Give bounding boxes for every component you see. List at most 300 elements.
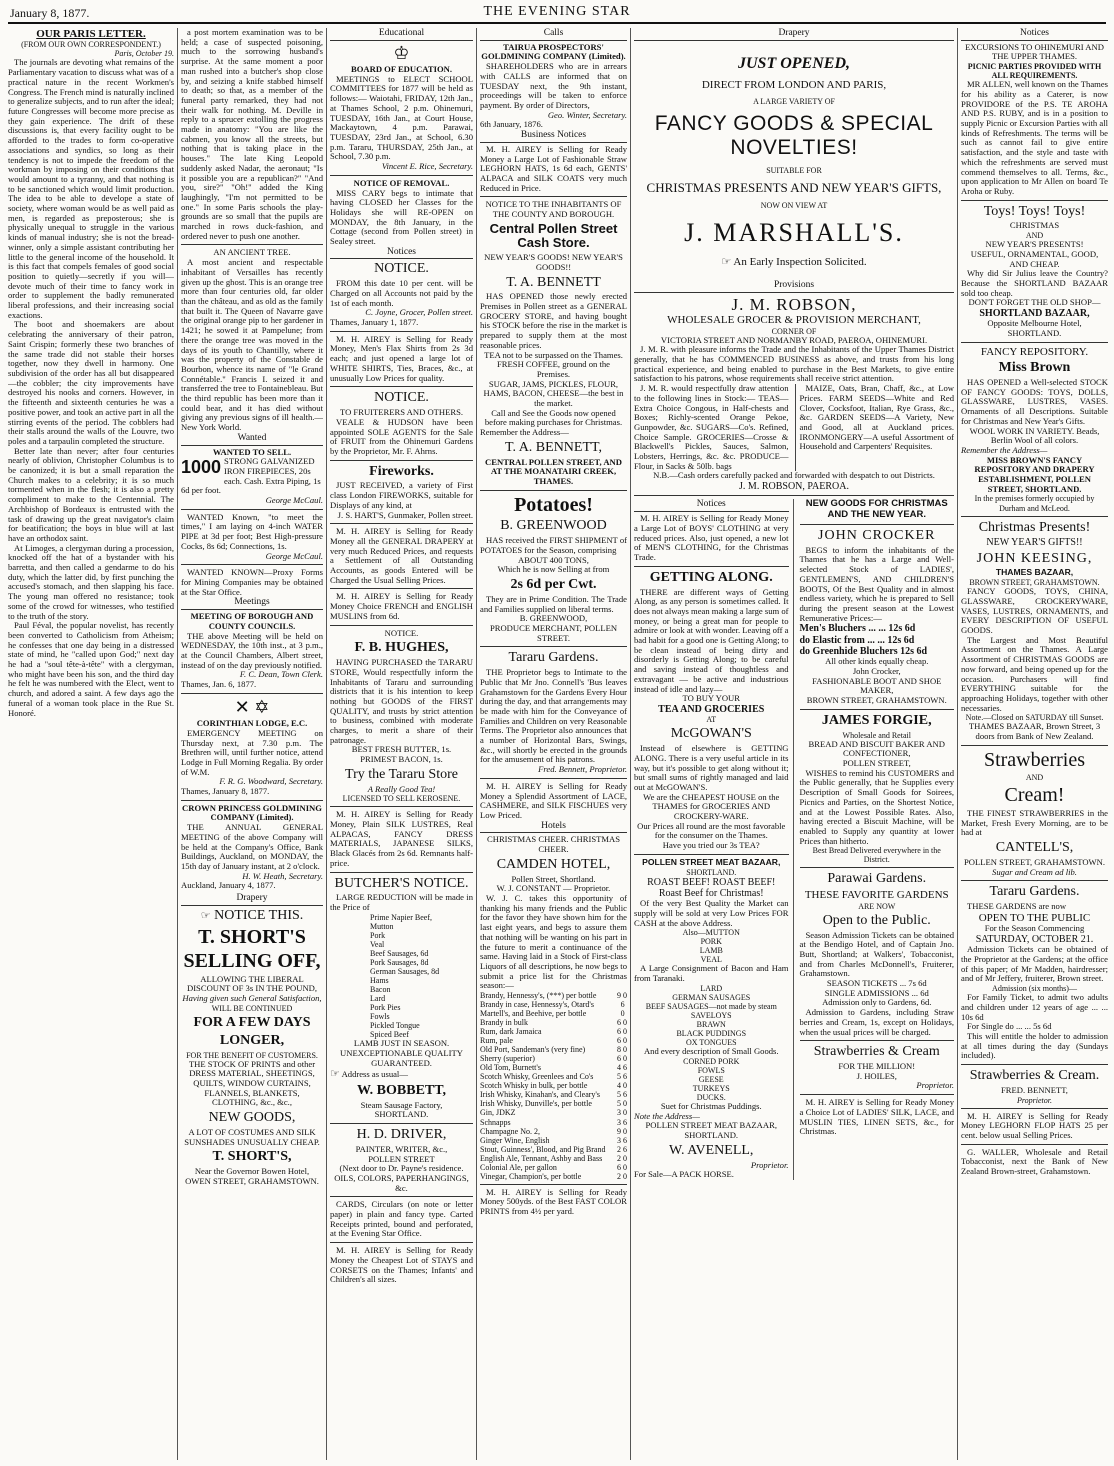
pointing-hand-icon: ☞ [330,1068,340,1081]
ad-title: NOTICE. [374,261,429,277]
ad-headline: Central Pollen Street Cash Store. [489,220,618,251]
ad-address: BROWN STREET, GRAHAMSTOWN. [806,695,947,706]
ad-line: A LOT OF COSTUMES AND SILK SUNSHADES UNUSUALLY CHEAP. [184,1126,320,1147]
ad-name: JOHN KEESING, [976,550,1093,566]
ad-airey: M. H. AIREY is Selling for Ready Money LEGHORN FLOP HATS 25 per cent. below usual Selling Prices. [961,1110,1108,1140]
ad-text: THE Proprietor begs to Intimate to the Public that Mr Jno. Connell's 'Bus leaves Grahamstown for the Gardens Every Hour during the day, and that arrangements may be made with him for the Conveyance of Families and Children on very Reasonable Terms. The Proprietor also announces that a number of Horizontal Bars, Swings, &c., will shortly be erected in the grounds for the amusement of his patrons. [480,667,627,765]
ad-text: SHAREHOLDERS who are in arrears with CALLS are informed that on TUESDAY next, the 9th instant, proceedings will be taken to enforce payment. By order of Directors, [480,61,627,110]
ad-signature: Proprietor. [916,1080,954,1091]
ad-line: NEW YEAR'S PRESENTS! [985,239,1084,250]
ad-line: CHRISTMAS PRESENTS AND NEW YEAR'S GIFTS, [646,179,942,195]
ad-airey: M. H. AIREY is Selling for Ready Money the Cheapest Lot of STAYS and CORSETS on the Thames; Infants' and Children's all sizes. [330,1245,473,1285]
list-item: GEESE [698,1074,724,1084]
ad-line: WILL BE CONTINUED [211,1003,293,1013]
ad-headline: JUST OPENED, [737,54,850,72]
item-name: Rum, dark Jamaica [480,1027,542,1037]
section-heading-hotels: Hotels [480,821,627,834]
ad-line: ARE NOW [858,901,896,911]
item-price: 9 0 [617,1126,627,1136]
ad-line: WHOLESALE GROCER & PROVISION MERCHANT, [667,314,921,327]
ad-line: Steam Sausage Factory, [360,1099,443,1110]
table-row [480,1027,627,1036]
ad-headline: Strawberries & Cream. [969,1068,1100,1084]
ad-text: Season Admission Tickets can be obtained at the Bendigo Hotel, and of Captain Jno. Butt, Shortland; at Walkers', Tobacconist, and from Charles McDonnell's, Fruiterer, Grahamstown. [799,929,954,979]
list-item: Lard [370,994,386,1004]
item-name: English Ale, Tennant, Ashby and Bass [480,1153,603,1163]
ad-airey: M. H. AIREY is Selling for Ready Money a Choice Lot of LADIES' SILK, LACE, and MUSLIN TIES, LINEN SETS, &c., for Christmas. [799,1097,954,1137]
section-heading-notices: Notices [961,28,1108,41]
ad-line: DIRECT FROM LONDON AND PARIS, [701,78,887,91]
ad-text: MAIZE, Oats, Bran, Chaff, &c., at Low Prices. FARM SEEDS—White and Red Clover, Cocksfoot, Italian, Rye Grass, &c., &c. GARDEN SEEDS—A Variety, New and Good, all at Auckland prices. IRONMONGERY—A useful Assortment of Household and Carpenters' Requisites. [795,384,955,471]
ad-headline: Strawberries & Cream [813,1044,940,1060]
ad-line: CHRISTMAS CHEER. CHRISTMAS CHEER. [487,834,620,855]
ad-address: CENTRAL POLLEN STREET, AND AT THE MOANATAIRI CREEK, THAMES. [485,456,622,487]
divider [480,196,627,197]
divider [181,244,323,245]
list-item: DUCKS. [696,1092,726,1102]
divider [480,490,627,491]
price-list [480,991,627,1181]
divider [330,523,473,524]
ad-line: ALLOWING THE LIBERAL DISCOUNT OF 3s IN THE POUND, [186,973,318,994]
list-item: FOWLS [697,1065,725,1075]
item-price: 6 0 [617,1162,627,1172]
ad-date: Auckland, January 4, 1877. [181,880,276,891]
table-row [480,1063,627,1072]
divider [961,516,1108,517]
ad-signature: Geo. Winter, Secretary. [547,109,627,120]
ad-line: (Next door to Dr. Payne's residence. [339,1163,464,1174]
divider [961,880,1108,881]
list-item: Pork Pies [370,1003,401,1013]
table-row [480,1108,627,1117]
ad-line: NEW YEAR'S GOODS! NEW YEAR'S GOODS!! [484,252,623,272]
ad-line: All other kinds equally cheap. [825,656,929,667]
newspaper-title: THE EVENING STAR [483,4,631,19]
ad-text: MR ALLEN, well known on the Thames for his ability as a Caterer, is now PROVIDORE of the P.S. TE AROHA AND P.S. RUBY, and is in a position to supply Picnic or Excursion Parties with all kinds of Refreshments. The terms will be such as cannot fail to give entire satisfaction, and the style and taste with which the refreshments are served must commend themselves to all. Terms, &c., upon application to Mr Allen on board Te Aroha or Ruby. [961,79,1108,196]
divider [330,175,473,176]
ad-line: WOOL WORK IN VARIETY. Beads, Berlin Wool of all colors. [969,425,1100,446]
ad-text: This will entitle the holder to admission at all times during the day (Sundays included). [961,1030,1108,1061]
ad-line: POLLEN STREET [368,1153,435,1164]
divider [800,1094,955,1095]
ad-line: Open to the Public. [822,912,931,928]
ad-line: And every description of Small Goods. [643,1046,779,1057]
ad-line: LONGER, [219,1032,285,1048]
article-paragraph: The boot and shoemakers are about celebrating the anniversary of their patron, Saint Crispin; formerly these two branches of the same trade did not stable their horses together, now they dwell in harmony. One subdivision of the order has all but disappeared—the cobbler; the city improvements have destroyed his nooks and corners. However, in the fifteenth and sixteenth centuries he was a positive power, and took an active part in all the stirring events of the period. The cobblers had their stalls around the walls of the Louvre, two poles and a tarpaulin completed the structure. [8,319,174,446]
list-item: BLACK PUDDINGS [676,1028,747,1038]
divider [181,693,323,694]
item-price: 5 6 [617,1072,627,1082]
subcolumn-notices [634,499,794,1179]
ad-address: POLLEN STREET MEAT BAZAAR, SHORTLAND. [645,1120,777,1141]
table-row [480,1090,627,1099]
ad-signature: F. R. G. Woodward, Secretary. [219,776,323,787]
table-row [480,1127,627,1136]
section-heading-meetings: Meetings [181,597,323,610]
ad-line: Remember the Address— [480,427,569,438]
robson-stock-list [634,384,954,471]
list-item: SAVELOYS [690,1010,732,1020]
ad-line: Which he is now Selling at from [497,564,610,575]
item-name: Ginger Wine, English [480,1135,550,1145]
ad-text: WISHES to remind his CUSTOMERS and the Public generally, that he Supplies every Description of Small Goods for Soirees, Picnics and Parties, on the Shortest Notice, and at the Lowest Possible Rates. Also, having erected a Biscuit Machine, will be enabled to Supply any quantity at lower Prices than hitherto. [799,767,954,846]
ad-line: DON'T FORGET THE OLD SHOP— [968,297,1101,308]
masonic-emblem-icon: ✕ ✡ [234,696,270,717]
column-rule [326,28,327,1460]
ad-text: For Single do ... ... 5s 6d [967,1021,1052,1032]
ad-name: T. SHORT'S [198,925,306,948]
table-row [480,1081,627,1090]
divider [330,588,473,589]
item-price: 5 6 [617,1090,627,1100]
section-heading-provisions: Provisions [634,280,954,293]
ad-airey: M. H. AIREY is Selling for Ready Money a Splendid Assortment of LACE, CASHMERE, and SILK FISCHUES very Low Priced. [480,780,627,820]
ad-line: For the Season Commencing [984,923,1085,934]
ad-name: T. A. BENNETT, [504,439,603,455]
ad-price: do Elastic from ... ... 12s 6d [799,634,915,646]
ad-name: T. A. BENNETT [506,274,601,290]
section-heading-business: Business Notices [480,130,627,143]
ad-cards: CARDS, Circulars (on note or letter paper) in plain and fancy type. Carted Receipts printed, bound and perforated, at the Evening Star Office. [330,1199,473,1239]
divider [330,872,473,873]
ad-text: THERE are different ways of Getting Along, as any person is sometimes called. It does not always mean making a large sum of money, or being a great man for people to admire or look at with wonder. Leaving off a bad habit for a good one is Getting Along; to be clean instead of being dirty and disorderly is Getting Along; to be careful and saving instead of thoughtless and extravagant — be active and industrious instead of idle and lazy— [634,586,789,694]
pollen-items [634,928,789,964]
ad-address: Pollen Street, Shortland. [511,873,596,884]
item-name: Schnapps [480,1117,511,1127]
list-item: BEEF SAUSAGES—not made by steam [645,1001,777,1011]
ad-name: J. MARSHALL'S. [684,218,904,248]
ad-line: LICENSED TO SELL KEROSENE. [342,794,461,804]
pollen-items [634,984,789,1047]
column-paris-letter [8,28,174,1460]
ad-line: AT [706,715,717,725]
ad-line [634,256,954,268]
ad-name: J. HOILES, [856,1070,897,1081]
item-price: 6 0 [617,1027,627,1037]
item-price: 2 0 [617,1171,627,1181]
ad-signature: F. C. Dean, Town Clerk. [239,669,323,680]
ad-subtitle: TO FRUITERERS AND OTHERS. [339,407,464,418]
list-item: LAMB [699,946,723,956]
ad-title: BOARD OF EDUCATION. [351,64,452,75]
table-row [480,1018,627,1027]
ad-address: PRODUCE MERCHANT, POLLEN STREET. [489,622,618,643]
ad-name: B. GREENWOOD [500,518,607,534]
list-item: Pickled Tongue [370,1021,420,1031]
ad-address: POLLEN STREET, [842,758,911,769]
divider [634,495,954,496]
ad-text: WANTED Known, "to meet the times," I am laying on 4-inch WATER PIPE at 3d per foot; Best High-pressure Cocks, 8s 6d; Connections, 1s. [181,511,323,551]
ad-line: FOR THE MILLION! [838,1061,916,1072]
divider [330,460,473,461]
ad-notice [181,908,323,924]
ad-t-short [181,908,323,1187]
ad-signature: C. Joyne, Grocer, Pollen street. [365,307,473,318]
divider [330,625,473,626]
issue-date: January 8, 1877. [10,6,90,20]
ad-price: 2s 6d per Cwt. [510,577,597,592]
ad-date: Thames, Jan. 6, 1877. [181,679,257,690]
ad-line: SHORTLAND. [374,1109,429,1120]
ad-line [330,1068,473,1080]
ad-line: CHRISTMAS [1009,220,1060,231]
item-price: 6 0 [620,1000,625,1019]
item-name: Old Port, Sandeman's (very fine) [480,1045,586,1055]
ad-name: T. SHORT'S, [212,1149,292,1165]
ad-title: Fireworks. [369,463,434,479]
pointing-hand-icon: ☞ [200,909,211,922]
ad-line: NOW ON VIEW AT [760,201,828,211]
ad-text: FANCY GOODS, TOYS, CHINA, GLASSWARE, CROCKERYWARE, VASES, LUSTRES, ORNAMENTS, and EVERY DESCRIPTION OF USEFUL GOODS. [961,586,1108,636]
ad-line: In the premises formerly occupied by Durham and McLeod. [974,494,1095,513]
ad-line: Admission only to Gardens, 6d. [822,997,932,1008]
ad-headline: Strawberries [983,748,1086,771]
subcolumns [634,499,954,1179]
ad-line: FASHIONABLE BOOT AND SHOE MAKER, [812,675,942,696]
list-item: Bacon [370,985,391,995]
divider [961,1064,1108,1065]
ad-text: LARGE REDUCTION will be made in the Price of [330,892,473,913]
item-name: Brandy in case, Hennessy's, Otard's Martell's, and Beehive, per bottle [480,1000,594,1019]
ad-text: MEETINGS to ELECT SCHOOL COMMITTEES for 1877 will be held as follows:— Waiotahi, FRIDAY, 12th Jan., at Thames School, 2 p.m. Ohinemuri, TUESDAY, 16th Jan., at Court House, Mackaytown, 4 p.m. Parawai, TUESDAY, 23rd Jan., at School, 6.30 p.m. Tararu, THURSDAY, 25th Jan., at School, 7.30 p.m. [330,73,473,162]
item-name: Vinegar, Champion's, per bottle [480,1171,582,1181]
article-dateline: Paris, October 19. [114,49,174,59]
divider [330,1123,473,1124]
article-paragraph: The journals are devoting what remains of the Parliamentary vacation to discuss what was of a practical nature in the recent Workmen's Congress. The French mind is naturally inclined to generalize subjects, and to run after the ideal; future Congresses will become more precise as they gain experience. The drift of these discussions is, that every facility ought to be afforded to the trades to form co-operative associations and syndics, so long as their tendency is not to impede the freedom of the workman by imposing on their conditions that would amount to a tyranny, and that nothing is to be sanctioned which would limit production. The idea to be able to develope a state of society, where woman would be as well paid as men, is regarded as preposterous; she is physically unequal to struggle in the various kinds of manual industry; she is not the bread-winner, only a simple assistant contributing her little to the general income of the household. It is this fact that compels females of good social position to quietly—secretly if you will—devote much of their time to fancy work in order to supplement the badly remunerated liberal professions, and their increasing social exactions. [8,57,174,320]
column-two [181,28,323,1460]
ad-crown-princess [181,804,323,891]
subcolumn-boots [800,499,955,1179]
list-item: PORK [700,937,722,947]
ad-line: PICNIC PARTIES PROVIDED WITH ALL REQUIREMENTS. [967,62,1102,81]
ad-headline: FANCY GOODS & SPECIAL NOVELTIES! [654,112,934,159]
ad-line: W. J. CONSTANT — Proprietor. [496,883,611,894]
ad-text: Why did Sir Julius leave the Country? Because the SHORTLAND BAZAAR sold too cheap. [961,268,1108,298]
ad-headline: GETTING ALONG. [649,569,773,585]
ad-line: Having given such General Satisfaction, [182,993,322,1004]
ad-text: HAS OPENED those newly erected Premises in Pollen street as a GENERAL GROCERY STORE, and having bought his STOCK before the rise in the market is prepared to supply them at the most reasonable prices. [480,291,627,350]
ad-text: THE above Meeting will be held on WEDNESDAY, the 10th inst., at 3 p.m., at the Council Chambers, Albert street, instead of on the day previously notified. [181,630,323,670]
item-price: 4 0 [617,1081,627,1091]
ad-airey: M. H. AIREY is Selling for Ready Money all the GENERAL DRAPERY at very much Reduced Prices, and requests a Settlement of all Outstanding Accounts, as goods Entered will be Charged the Usual Selling Prices. [330,526,473,585]
ad-airey: M. H. AIREY is Selling for Ready Money Choice FRENCH and ENGLISH MUSLINS from 6d. [330,591,473,621]
item-price: 2 6 [617,1144,627,1154]
ad-line: NEW YEAR'S GIFTS!! [986,537,1083,549]
list-item: Hams [370,976,389,986]
ad-signature: Vincent E. Rice, Secretary. [381,161,473,172]
ad-waller: G. WALLER, Wholesale and Retail Tobacconist, next the Bank of New Zealand Brown-street, Grahamstown. [961,1146,1108,1177]
ad-text: FROM this date 10 per cent. will be Charged on all Accounts not paid by the 1st of each month. [330,278,473,308]
table-row [480,1054,627,1063]
section-heading-educational: Educational [330,28,473,41]
list-item: Prime Napier Beef, [370,912,432,922]
item-name: Champagne No. 2, [480,1126,540,1136]
ad-headline: Tararu Gardens. [989,884,1080,900]
ad-line: BREAD AND BISCUIT BAKER AND CONFECTIONER, [808,738,945,759]
ad-line: BEST FRESH BUTTER, 1s. [351,744,452,755]
table-row [480,1036,627,1045]
table-row [480,1172,627,1181]
article-paragraph: a post mortem examination was to be held; a case of suspected poisoning, much to the sorrowing husband's surprise. At the same moment a poor man rushed into a butcher's shop close by, and seizing a knife stabbed himself to death; so that, as a member of the funeral party remarked, they had not their walk for nothing. M. Deville in reply to a sprucer extolling the progress made in anatomy: "You are like the cabmen, you know all the streets, but nothing that is taking place in the houses." The late King Leopold suddenly asked Nadar, the aeronaut; "Is it possible you are a republican?" "And you, sire?" "Oh!" added the King laughingly, "I'm not permitted to be one." In some Paris schools the play-grounds are so small that the pupils are marched in rows duck-fashion, and ordered never to push one another. [181,28,323,241]
ad-headline: Potatoes! [514,493,593,516]
ad-line: A Really Good Tea! [367,783,436,794]
ad-headline: Cream! [1004,784,1065,807]
divider [961,1144,1108,1145]
ad-headline: Tararu Gardens. [508,650,599,666]
ad-title: WANTED TO SELL. [212,446,292,457]
section-heading-wanted: Wanted [181,433,323,446]
ad-address: VICTORIA STREET AND NORMANBY ROAD, PAEROA, OHINEMURI. [660,334,928,345]
article-title: OUR PARIS LETTER. [36,28,146,40]
divider [330,1196,473,1197]
ad-text: STRONG GALVANIZED IRON FIREPIECES, 20s each. Cash. Extra Piping, 1s 6d per foot. [181,456,321,496]
ad-name: McGOWAN'S [670,726,752,742]
ad-proxy-forms: WANTED KNOWN—Proxy Forms for Mining Companies may be obtained at the Star Office. [181,567,323,597]
ad-signature: Fred. Bennett, Proprietor. [538,764,627,775]
divider [800,867,955,868]
list-item: TURKEYS [692,1083,730,1093]
ad-signature: John Crocker, [852,665,901,676]
ad-line: For Sale—A PACK HORSE. [634,1169,734,1180]
ad-name: J. M. ROBSON, [731,294,857,314]
ad-title: CROWN PRINCESS GOLDMINING COMPANY (Limited). [182,802,322,823]
item-price: 9 0 [617,991,627,1001]
table-row [480,1099,627,1108]
divider [480,778,627,779]
crest-icon: ♔ [393,42,410,63]
ad-address: Near the Governor Bowen Hotel, OWEN STREET, GRAHAMSTOWN. [185,1166,319,1186]
ad-text: JUST RECEIVED, a variety of First class London FIREWORKS, suitable for Displays of any kind, at [330,480,473,510]
article-byline: (FROM OUR OWN CORRESPONDENT.) [21,40,161,50]
ad-name: F. B. HUGHES, [354,640,449,656]
divider [330,386,473,387]
item-name: Old Tom, Burnett's [480,1063,541,1073]
divider [480,646,627,647]
divider [330,1242,473,1243]
ad-price: SINGLE ADMISSIONS ... 6d [824,987,929,998]
ad-text: Of the very Best Quality the Market can supply will be sold at very Low Prices FOR CASH at the above Address. [634,898,789,928]
masthead-rule [8,22,1106,24]
ad-robson [634,295,954,493]
ad-text: A Large Consignment of Bacon and Ham from Taranaki. [634,963,789,984]
column-rule [476,28,477,1460]
ad-line: THE STOCK OF PRINTS and other DRESS MATERIAL, SHEETINGS, QUILTS, WINDOW CURTAINS, FLANNELS, BLANKETS, CLOTHING, &c., &c., [188,1058,316,1108]
ad-line: LAMB JUST IN SEASON. [353,1038,450,1049]
table-row [480,1163,627,1172]
ad-text: For Family Ticket, to admit two adults and children under 12 years of age ... ... 10s 6d [961,992,1108,1022]
ad-line: Remember the Address— [961,444,1048,455]
divider [181,509,323,510]
ad-text: The Largest and Most Beautiful Assortment on the Thames. A Large Assortment of CHRISTMAS GOODS are now forward, and being opened up for the occasion. Purchasers will find EVERYTHING suitable for the approaching Holidays, together with other necessaries. [961,634,1108,713]
item-price: 6 0 [617,1054,627,1064]
ad-name: B. GREENWOOD, [519,613,588,624]
list-item: OX TONGUES [685,1038,737,1048]
ad-title: NOTICE. [374,390,429,406]
ad-line: TO BUY YOUR [682,693,740,704]
ad-line: SUGAR, JAMS, PICKLES, FLOUR, HAMS, BACON, CHEESE—the best in the market. [483,378,624,409]
ad-line: SUITABLE FOR [766,165,822,175]
ad-text: THE FINEST STRAWBERRIES in the Market, Fresh Every Morning, are to be had at [961,808,1108,838]
ad-line: THAMES BAZAAR, [995,567,1074,578]
ad-notice-text: NOTICE THIS. [214,907,304,923]
article-paragraph: Better late than never; after four centuries nearly of oblivion, Christopher Columbus is to be canonized; it is but a small reparation the Church makes to a celebrity; it is so much tormented when in the flesh; it is also a pretty compliment to make to the Centennial. The Archbishop of Bordeaux is entrusted with the task of drawing up the great navigator's claim for beatification; the boys in blue will at last have an orthodox saint. [8,445,174,543]
divider [181,564,323,565]
divider [800,1040,955,1041]
table-row [480,991,627,1000]
ad-line: UNEXCEPTIONABLE QUALITY GUARANTEED. [340,1047,463,1068]
masthead [0,0,1114,26]
item-name: Irish Whisky, Dunville's, per bottle [480,1099,592,1109]
list-item: Veal [370,939,385,949]
ad-line: Try the Tararu Store [345,766,458,782]
ad-name: JAMES FORGIE, [821,712,932,728]
ad-line: PRIMEST BACON, 1s. [360,754,443,765]
ad-number: 1000 [181,457,222,478]
item-price: 5 0 [617,1099,627,1109]
ad-name: W. BOBBETT, [356,1082,447,1098]
ad-name: JOHN CROCKER [818,527,936,543]
ad-airey: M. H. AIREY is Selling for Ready Money a Large Lot of BOYS' CLOTHING at very reduced prices. Also, just opened, a new lot of MEN'S CLOTHING, for the Christmas Trade. [634,513,789,563]
list-item: CORNED PORK [683,1056,740,1066]
ad-title: BUTCHER'S NOTICE. [334,875,469,891]
ad-text: THE ANNUAL GENERAL MEETING of the above Company will be held at the Company's Office, Bank Buildings, Auckland, on MONDAY, the 15th day of January instant, at 2 o'clock. [181,822,323,871]
ad-line: FOR A FEW DAYS [193,1014,311,1030]
ad-price: Men's Bluchers ... ... 12s 6d [799,623,916,635]
ad-line: FRESH COFFEE, ground on the Premises. [497,359,610,379]
section-heading-notices: Notices [634,499,789,512]
ad-text: Instead of elsewhere is GETTING ALONG. There is a very useful article in its way, but it's possible to get along without it; but small sums of rightly managed and laid out at McGOWAN'S. [634,743,789,792]
ad-water-pipe [181,513,323,562]
ad-title: TAIRUA PROSPECTORS' GOLDMINING COMPANY (Limited). [481,41,626,62]
ad-line: NEW GOODS, [208,1110,296,1126]
divider [330,331,473,332]
item-price: 3 6 [617,1117,627,1127]
ad-line: PAINTER, WRITER, &c., [355,1143,448,1154]
ad-wanted-to-sell [181,448,323,506]
ad-text: Admission Tickets can be obtained of the Proprietor at the Gardens; at the office of this paper; of Mr Madden, hairdresser; and of Mr Jeffery, fruiterer, Brown street. [961,944,1108,984]
ad-airey: M. H. AIREY is Selling for Ready Money, Plain SILK LUSTRES, Real ALPACAS, FANCY DRESS MATERIALS, JAPANESE SILKS, Black Glacés from 2s 6d. Remnants half-price. [330,809,473,868]
ad-line: OILS, COLORS, PAPERHANGINGS, &c. [334,1172,469,1193]
ad-signature: Proprietor. [1016,1095,1053,1105]
ad-council-meeting [181,612,323,690]
ad-line-text: An Early Inspection Solicited. [733,255,867,268]
ad-line: Our Prices all round are the most favorable for the consumer on the Thames. [637,820,786,841]
ad-title: NOTICE. [384,627,419,638]
divider [181,800,323,801]
ad-price: do Greenhide Bluchers 12s 6d [799,645,928,657]
divider [800,524,955,525]
item-price: 3 6 [617,1135,627,1145]
ad-date: 6th January, 1876. [480,119,543,130]
ad-address: POLLEN STREET, GRAHAMSTOWN. [964,856,1105,867]
ad-title: CORINTHIAN LODGE, E.C. [196,718,308,729]
ad-date: Thames, January 8, 1877. [181,786,270,797]
ad-line: TEA not to be surpassed on the Thames. [484,349,623,360]
ad-just-opened [634,43,954,281]
ad-line: FOR THE BENEFIT OF CUSTOMERS. [186,1050,318,1060]
ad-airey: M. H. AIREY is Selling for Ready Money a Large Lot of Fashionable Straw LEGHORN HATS, 1s 6d each, GENTS' ALPACA and SILK COATS very much Reduced in Price. [480,143,627,193]
ad-line: Roast Beef for Christmas! [658,887,764,899]
divider [961,342,1108,343]
ad-address: BROWN STREET, GRAHAMSTOWN. [969,578,1100,588]
butcher-items [330,913,473,1039]
ad-text: J. M. R. would respectfully draw attention to the following lines in Stock:— TEAS—Extra Choice Congous, in Half-chests and Boxes; Richly-scented Orange Pekoe, Gunpowder, &c. SUGARS—Co's. Refined, Choice Sample. GROCERIES—Crosse & Blackwell's Pickles, Sauces, Salmon, Lobsters, Herrings, &c. &c. PRODUCE—Flour, in Sacks & 50lb. bags [634,383,789,471]
article-paragraph: A most ancient and respectable inhabitant of Versailles has recently given up the ghost. This is an orange tree more than four centuries old, far older than the château, and as old as the family that built it. The Queen of Navarre gave the original orange pip to her gardener in 1421; he sowed it at Pampelune; from there the orange tree was moved in the days of its youth to Chantilly, where it was the property of the Constable de Bourbon, whence its name of "le Grand Connétable." Francis I. seized it and transferred the tree to Fontainebleau. But the third republic has been more than it could bear, and it has died without giving any previous signs of ill health.—New York World. [181,257,323,433]
divider [961,745,1108,746]
divider [634,566,789,567]
item-price: 3 0 [617,1108,627,1118]
